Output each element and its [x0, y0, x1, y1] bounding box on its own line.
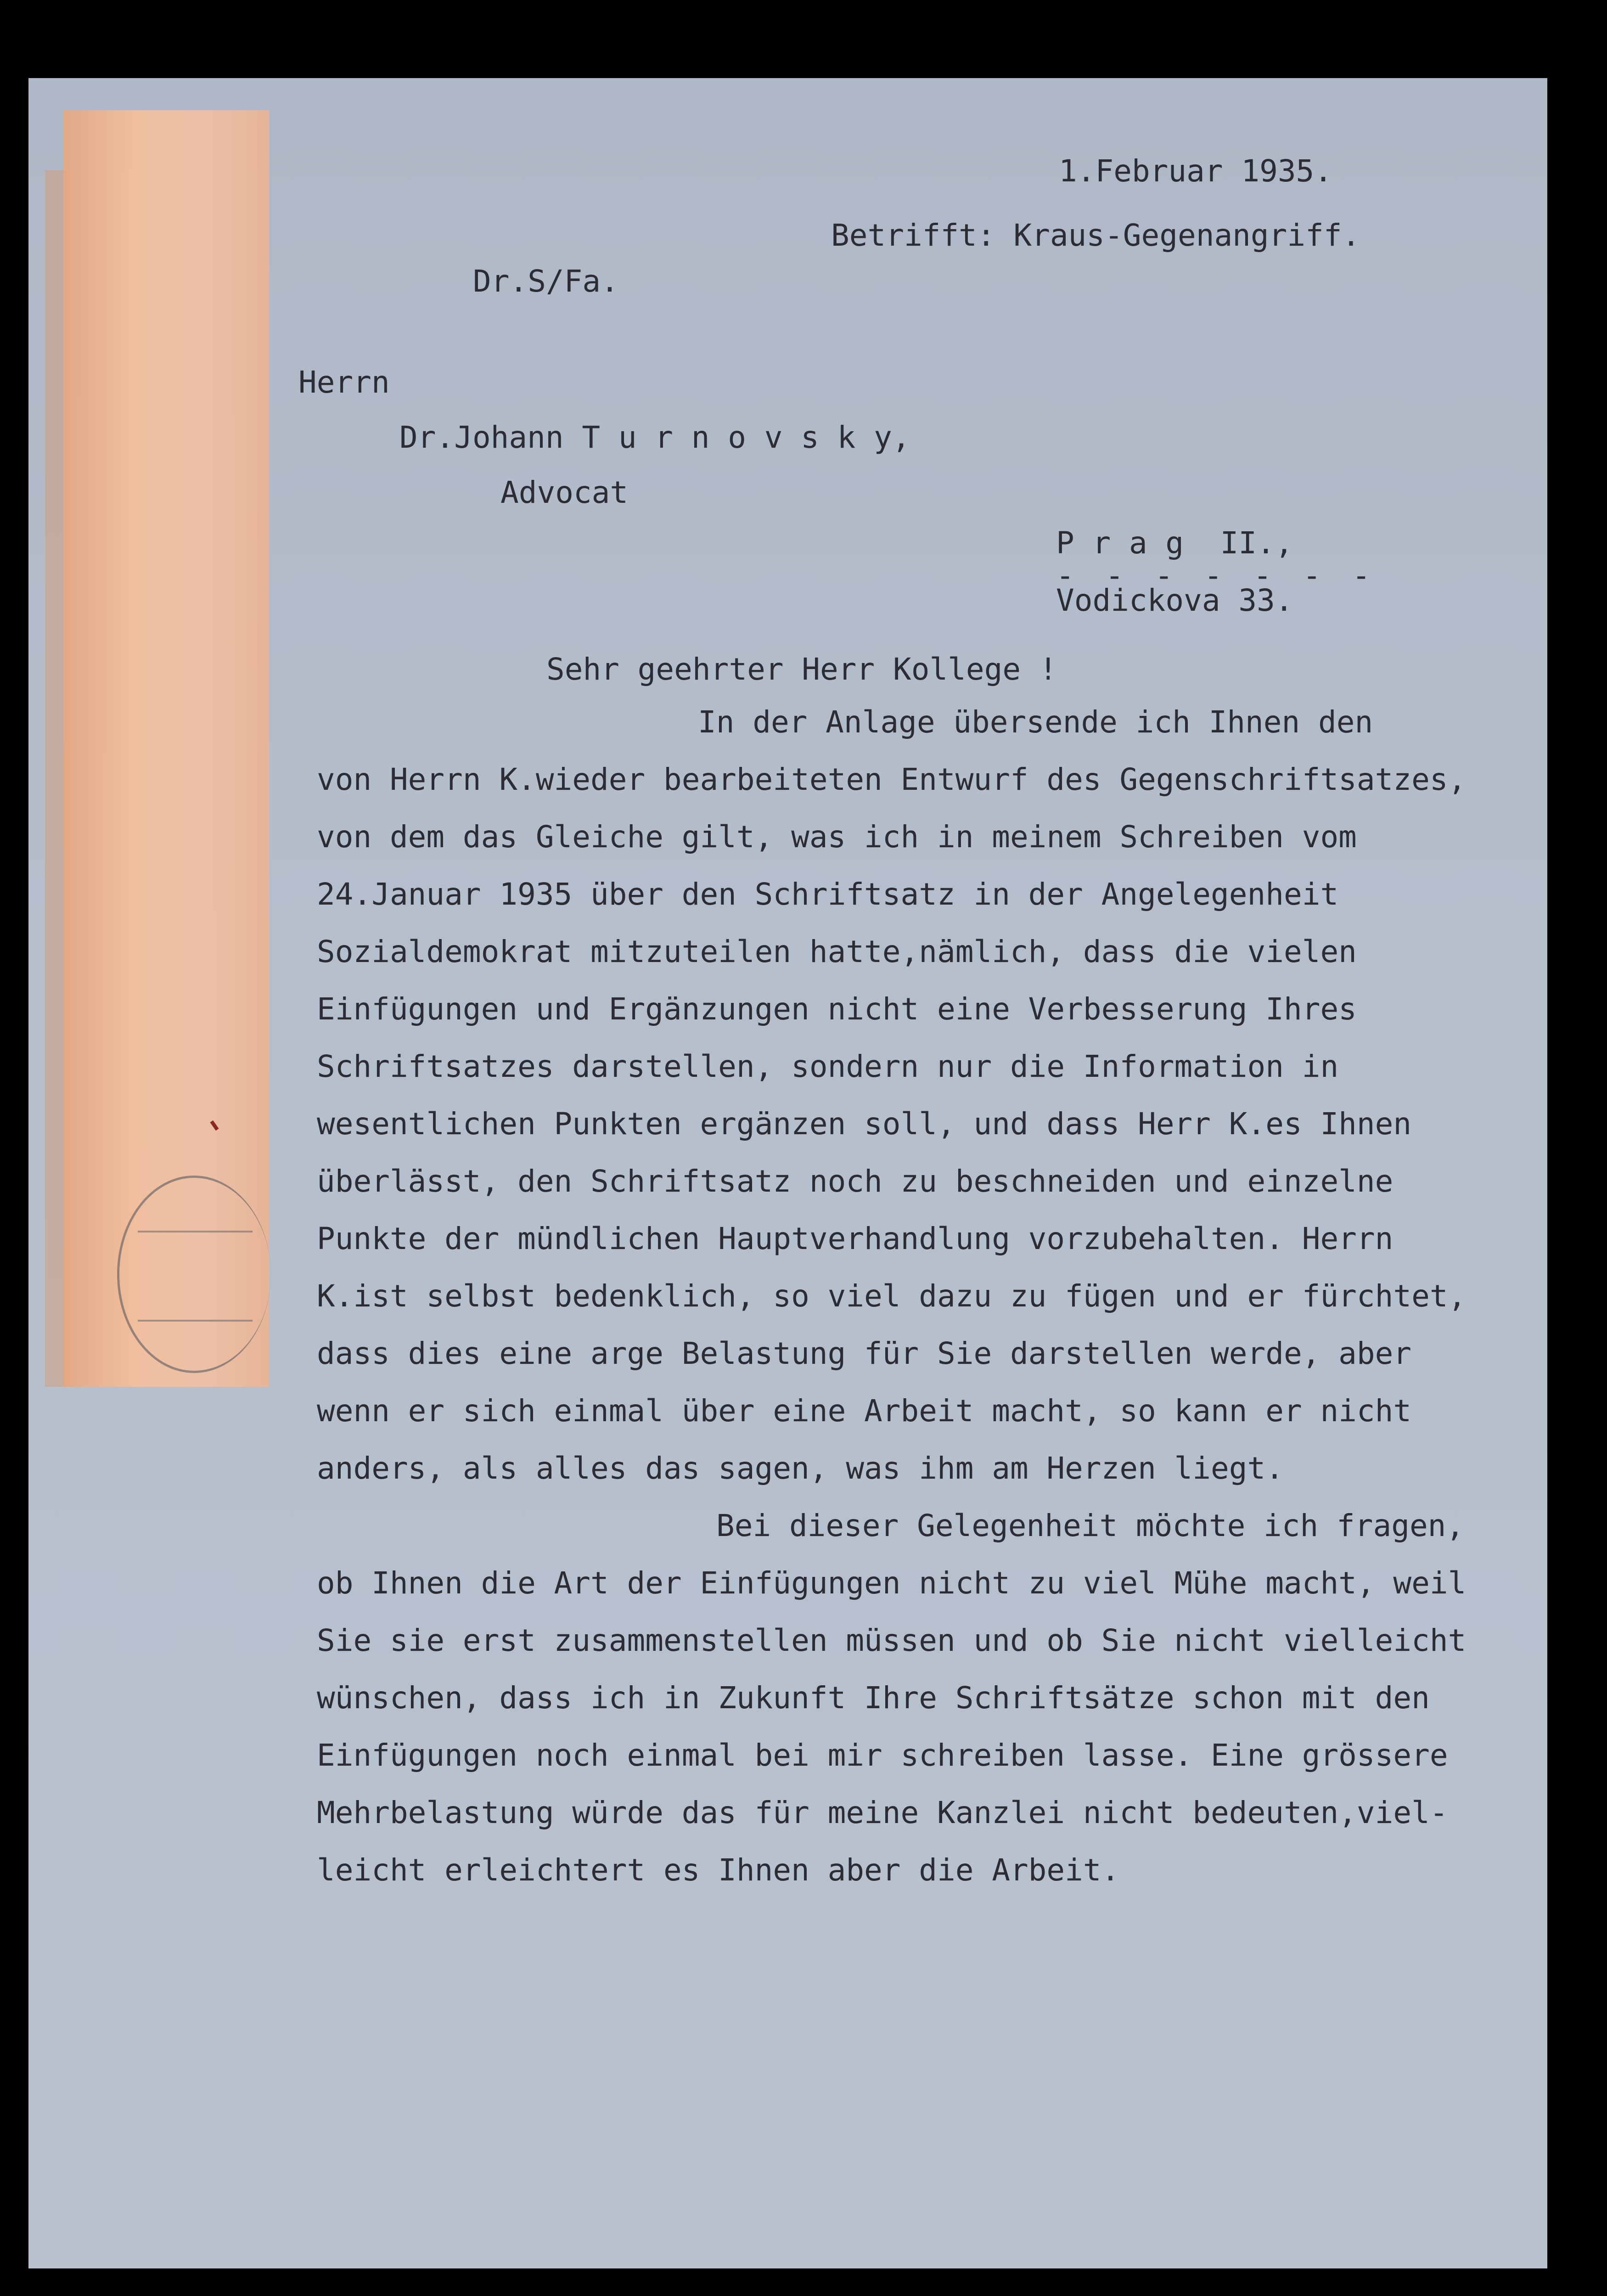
body-line: Schriftsatzes darstellen, sondern nur die Information in	[317, 1049, 1339, 1084]
letter-subject: Betrifft: Kraus-Gegenangriff.	[831, 218, 1360, 253]
recipient-salutation: Herrn	[298, 365, 390, 400]
recipient-title: Advocat	[500, 475, 629, 510]
recipient-name: Dr.Johann T u r n o v s k y,	[399, 420, 910, 455]
body-line: dass dies eine arge Belastung für Sie darstellen werde, aber	[317, 1336, 1412, 1371]
body-line: Sozialdemokrat mitzuteilen hatte,nämlich, dass die vielen	[317, 934, 1357, 969]
postmark-stamp-band	[138, 1231, 253, 1322]
body-line: leicht erleichtert es Ihnen aber die Arbeit.	[317, 1852, 1120, 1888]
letter-date: 1.Februar 1935.	[1059, 153, 1333, 189]
body-line: Bei dieser Gelegenheit möchte ich fragen,	[716, 1508, 1465, 1543]
body-line: anders, als alles das sagen, was ihm am Herzen liegt.	[317, 1451, 1284, 1486]
body-line: Einfügungen noch einmal bei mir schreiben lasse. Eine grössere	[317, 1738, 1448, 1773]
body-line: Einfügungen und Ergänzungen nicht eine Verbesserung Ihres	[317, 991, 1357, 1027]
body-line: wenn er sich einmal über eine Arbeit macht, so kann er nicht	[317, 1393, 1412, 1429]
letter-reference: Dr.S/Fa.	[473, 264, 619, 299]
body-line: ob Ihnen die Art der Einfügungen nicht zu viel Mühe macht, weil	[317, 1565, 1467, 1601]
body-line: von Herrn K.wieder bearbeiteten Entwurf des Gegenschriftsatzes,	[317, 762, 1467, 797]
body-line: wesentlichen Punkten ergänzen soll, und dass Herr K.es Ihnen	[317, 1106, 1412, 1142]
body-line: von dem das Gleiche gilt, was ich in meinem Schreiben vom	[317, 819, 1357, 855]
body-line: Mehrbelastung würde das für meine Kanzlei nicht bedeuten,viel-	[317, 1795, 1448, 1830]
body-line: In der Anlage übersende ich Ihnen den	[698, 704, 1373, 740]
recipient-city: P r a g II.,	[1056, 525, 1293, 561]
body-line: überlässt, den Schriftsatz noch zu beschneiden und einzelne	[317, 1164, 1393, 1199]
city-underline: - - - - - - -	[1056, 558, 1377, 593]
body-line: wünschen, dass ich in Zukunft Ihre Schriftsätze schon mit den	[317, 1680, 1430, 1716]
body-line: Punkte der mündlichen Hauptverhandlung vorzubehalten. Herrn	[317, 1221, 1393, 1256]
letter-greeting: Sehr geehrter Herr Kollege !	[546, 652, 1057, 687]
body-line: 24.Januar 1935 über den Schriftsatz in der Angelegenheit	[317, 877, 1339, 912]
body-line: K.ist selbst bedenklich, so viel dazu zu fügen und er fürchtet,	[317, 1278, 1467, 1314]
body-line: Sie sie erst zusammenstellen müssen und ob Sie nicht vielleicht	[317, 1623, 1467, 1658]
recipient-street: Vodickova 33.	[1056, 583, 1293, 618]
